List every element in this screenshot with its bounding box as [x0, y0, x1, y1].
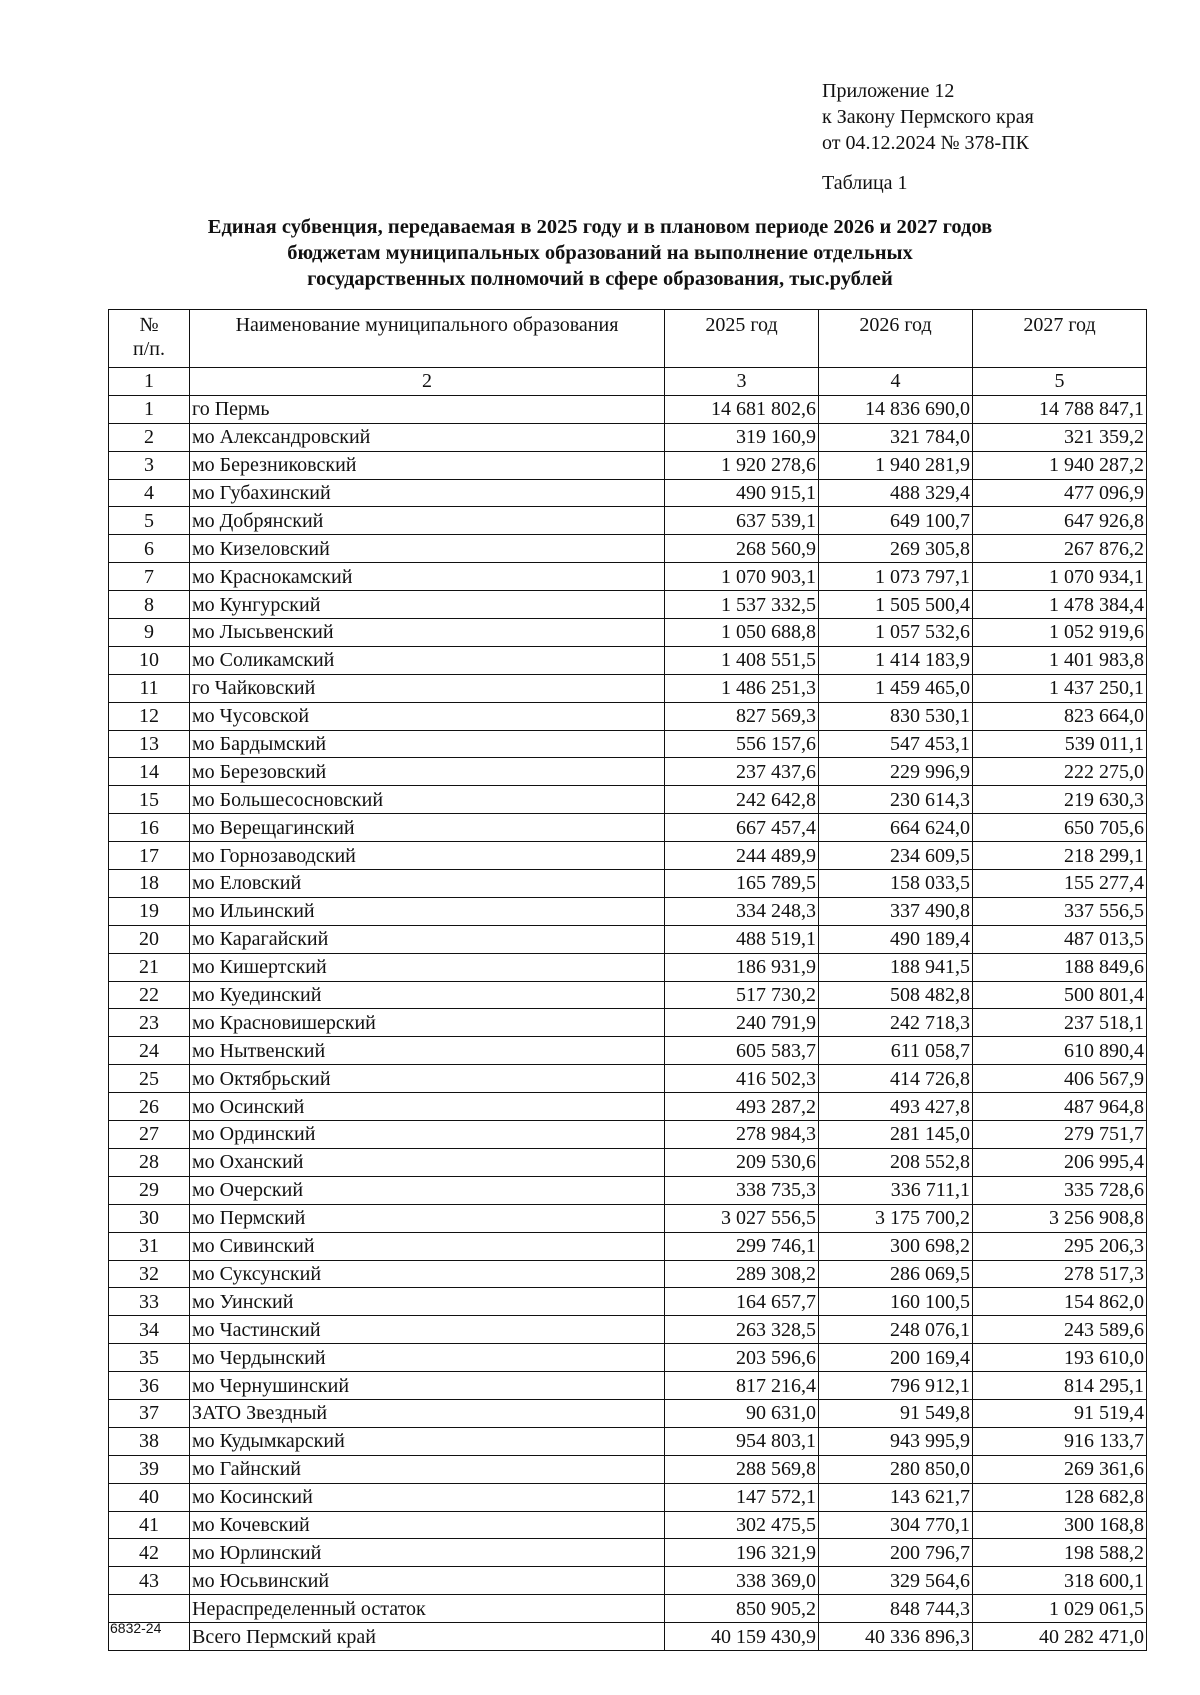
- value-2026: 286 069,5: [819, 1260, 973, 1288]
- municipality-name: мо Красновишерский: [190, 1009, 665, 1037]
- municipality-name: ЗАТО Звездный: [190, 1399, 665, 1427]
- value-2027: 91 519,4: [973, 1399, 1147, 1427]
- value-2027: 318 600,1: [973, 1567, 1147, 1595]
- header-number: № п/п.: [109, 310, 190, 368]
- table-row: [109, 1204, 1147, 1232]
- row-number: 42: [109, 1539, 190, 1567]
- table-row: [109, 1372, 1147, 1400]
- municipality-name: мо Ильинский: [190, 897, 665, 925]
- row-number: 31: [109, 1232, 190, 1260]
- municipality-name: го Чайковский: [190, 674, 665, 702]
- value-2025: 237 437,6: [665, 758, 819, 786]
- value-2027: 406 567,9: [973, 1065, 1147, 1093]
- table-row: [109, 925, 1147, 953]
- value-2026: 1 073 797,1: [819, 563, 973, 591]
- value-2027: 1 940 287,2: [973, 451, 1147, 479]
- appendix-note: [822, 78, 1034, 156]
- value-2025: 338 369,0: [665, 1567, 819, 1595]
- column-number: 1: [109, 368, 190, 396]
- municipality-name: мо Чусовской: [190, 702, 665, 730]
- value-2027: 500 801,4: [973, 981, 1147, 1009]
- title-line-2: бюджетам муниципальных образований на выполнение отдельных: [287, 242, 913, 264]
- municipality-name: Нераспределенный остаток: [190, 1595, 665, 1623]
- value-2027: 154 862,0: [973, 1288, 1147, 1316]
- municipality-name: мо Чернушинский: [190, 1372, 665, 1400]
- table-row: [109, 1344, 1147, 1372]
- row-number: [109, 1595, 190, 1623]
- table-row: [109, 1260, 1147, 1288]
- row-number: 14: [109, 758, 190, 786]
- value-2026: 664 624,0: [819, 814, 973, 842]
- value-2027: 3 256 908,8: [973, 1204, 1147, 1232]
- value-2025: 667 457,4: [665, 814, 819, 842]
- municipality-name: Всего Пермский край: [190, 1623, 665, 1651]
- value-2027: 916 133,7: [973, 1427, 1147, 1455]
- value-2026: 14 836 690,0: [819, 395, 973, 423]
- row-number: 6: [109, 535, 190, 563]
- table-row: [109, 395, 1147, 423]
- value-2027: 300 168,8: [973, 1511, 1147, 1539]
- value-2025: 1 070 903,1: [665, 563, 819, 591]
- row-number: 35: [109, 1344, 190, 1372]
- value-2025: 850 905,2: [665, 1595, 819, 1623]
- value-2027: 198 588,2: [973, 1539, 1147, 1567]
- value-2025: 289 308,2: [665, 1260, 819, 1288]
- municipality-name: мо Октябрьский: [190, 1065, 665, 1093]
- header-2027: 2027 год: [973, 310, 1147, 368]
- value-2025: 817 216,4: [665, 1372, 819, 1400]
- table-row: [109, 981, 1147, 1009]
- municipality-name: мо Лысьвенский: [190, 619, 665, 647]
- table-row: [109, 423, 1147, 451]
- row-number: 1: [109, 395, 190, 423]
- municipality-name: мо Кишертский: [190, 953, 665, 981]
- value-2026: 229 996,9: [819, 758, 973, 786]
- subvention-table: [108, 309, 1147, 1651]
- value-2026: 547 453,1: [819, 730, 973, 758]
- value-2026: 1 057 532,6: [819, 619, 973, 647]
- row-number: 18: [109, 870, 190, 898]
- municipality-name: мо Карагайский: [190, 925, 665, 953]
- row-number: 23: [109, 1009, 190, 1037]
- table-row: [109, 842, 1147, 870]
- table-row: [109, 1232, 1147, 1260]
- row-number: 36: [109, 1372, 190, 1400]
- table-row: [109, 1483, 1147, 1511]
- table-row: [109, 619, 1147, 647]
- municipality-name: мо Большесосновский: [190, 786, 665, 814]
- value-2026: 91 549,8: [819, 1399, 973, 1427]
- value-2026: 269 305,8: [819, 535, 973, 563]
- row-number: 29: [109, 1176, 190, 1204]
- municipality-name: мо Губахинский: [190, 479, 665, 507]
- value-2025: 288 569,8: [665, 1455, 819, 1483]
- table-row: [109, 1093, 1147, 1121]
- municipality-name: мо Осинский: [190, 1093, 665, 1121]
- table-row: [109, 1037, 1147, 1065]
- municipality-name: мо Оханский: [190, 1148, 665, 1176]
- municipality-name: мо Краснокамский: [190, 563, 665, 591]
- value-2025: 40 159 430,9: [665, 1623, 819, 1651]
- row-number: 33: [109, 1288, 190, 1316]
- value-2027: 477 096,9: [973, 479, 1147, 507]
- municipality-name: мо Кудымкарский: [190, 1427, 665, 1455]
- municipality-name: мо Березовский: [190, 758, 665, 786]
- municipality-name: мо Еловский: [190, 870, 665, 898]
- value-2027: 295 206,3: [973, 1232, 1147, 1260]
- value-2026: 280 850,0: [819, 1455, 973, 1483]
- table-row: [109, 1288, 1147, 1316]
- value-2025: 488 519,1: [665, 925, 819, 953]
- table-row: [109, 814, 1147, 842]
- table-row: [109, 758, 1147, 786]
- row-number: 9: [109, 619, 190, 647]
- table-header-row: [109, 310, 1147, 368]
- table-row: [109, 1065, 1147, 1093]
- column-number: 3: [665, 368, 819, 396]
- value-2027: 40 282 471,0: [973, 1623, 1147, 1651]
- value-2026: 508 482,8: [819, 981, 973, 1009]
- value-2025: 1 920 278,6: [665, 451, 819, 479]
- value-2027: 1 052 919,6: [973, 619, 1147, 647]
- title-line-1: Единая субвенция, передаваемая в 2025 году и в плановом периоде 2026 и 2027 годов: [207, 216, 993, 238]
- municipality-name: мо Уинский: [190, 1288, 665, 1316]
- table-row: [109, 563, 1147, 591]
- row-number: 2: [109, 423, 190, 451]
- value-2025: 605 583,7: [665, 1037, 819, 1065]
- municipality-name: мо Сивинский: [190, 1232, 665, 1260]
- column-number: 2: [190, 368, 665, 396]
- value-2026: 337 490,8: [819, 897, 973, 925]
- value-2025: 556 157,6: [665, 730, 819, 758]
- value-2027: 610 890,4: [973, 1037, 1147, 1065]
- table-row: [109, 870, 1147, 898]
- value-2026: 300 698,2: [819, 1232, 973, 1260]
- row-number: 21: [109, 953, 190, 981]
- table-row: [109, 1148, 1147, 1176]
- value-2025: 302 475,5: [665, 1511, 819, 1539]
- table-row: [109, 535, 1147, 563]
- row-number: 7: [109, 563, 190, 591]
- value-2025: 90 631,0: [665, 1399, 819, 1427]
- appendix-line-1: Приложение 12: [822, 80, 955, 102]
- row-number: 12: [109, 702, 190, 730]
- appendix-line-3: от 04.12.2024 № 378-ПК: [822, 132, 1030, 154]
- municipality-name: мо Верещагинский: [190, 814, 665, 842]
- value-2025: 268 560,9: [665, 535, 819, 563]
- value-2027: 321 359,2: [973, 423, 1147, 451]
- value-2026: 208 552,8: [819, 1148, 973, 1176]
- value-2027: 14 788 847,1: [973, 395, 1147, 423]
- value-2027: 1 070 934,1: [973, 563, 1147, 591]
- value-2026: 230 614,3: [819, 786, 973, 814]
- row-number: 39: [109, 1455, 190, 1483]
- value-2026: 143 621,7: [819, 1483, 973, 1511]
- municipality-name: го Пермь: [190, 395, 665, 423]
- value-2027: 335 728,6: [973, 1176, 1147, 1204]
- row-number: 28: [109, 1148, 190, 1176]
- value-2026: 943 995,9: [819, 1427, 973, 1455]
- value-2027: 193 610,0: [973, 1344, 1147, 1372]
- row-number: 3: [109, 451, 190, 479]
- value-2026: 200 796,7: [819, 1539, 973, 1567]
- municipality-name: мо Добрянский: [190, 507, 665, 535]
- row-number: 4: [109, 479, 190, 507]
- value-2027: 279 751,7: [973, 1121, 1147, 1149]
- table-row: [109, 1009, 1147, 1037]
- value-2026: 611 058,7: [819, 1037, 973, 1065]
- row-number: 22: [109, 981, 190, 1009]
- municipality-name: мо Кунгурский: [190, 591, 665, 619]
- table-label: Таблица 1: [822, 172, 908, 194]
- row-number: 38: [109, 1427, 190, 1455]
- value-2026: 3 175 700,2: [819, 1204, 973, 1232]
- value-2025: 1 050 688,8: [665, 619, 819, 647]
- value-2025: 1 408 551,5: [665, 646, 819, 674]
- value-2026: 234 609,5: [819, 842, 973, 870]
- value-2025: 3 027 556,5: [665, 1204, 819, 1232]
- table-row: [109, 507, 1147, 535]
- table-row: [109, 897, 1147, 925]
- value-2026: 490 189,4: [819, 925, 973, 953]
- value-2027: 823 664,0: [973, 702, 1147, 730]
- value-2025: 1 537 332,5: [665, 591, 819, 619]
- value-2025: 517 730,2: [665, 981, 819, 1009]
- value-2026: 830 530,1: [819, 702, 973, 730]
- row-number: 41: [109, 1511, 190, 1539]
- table-row: [109, 1176, 1147, 1204]
- value-2025: 263 328,5: [665, 1316, 819, 1344]
- value-2026: 304 770,1: [819, 1511, 973, 1539]
- value-2026: 158 033,5: [819, 870, 973, 898]
- value-2026: 336 711,1: [819, 1176, 973, 1204]
- value-2025: 493 287,2: [665, 1093, 819, 1121]
- value-2026: 329 564,6: [819, 1567, 973, 1595]
- value-2025: 334 248,3: [665, 897, 819, 925]
- value-2027: 1 437 250,1: [973, 674, 1147, 702]
- column-number: 4: [819, 368, 973, 396]
- municipality-name: мо Куединский: [190, 981, 665, 1009]
- value-2026: 1 414 183,9: [819, 646, 973, 674]
- value-2027: 218 299,1: [973, 842, 1147, 870]
- value-2025: 299 746,1: [665, 1232, 819, 1260]
- value-2027: 337 556,5: [973, 897, 1147, 925]
- value-2026: 40 336 896,3: [819, 1623, 973, 1651]
- value-2027: 128 682,8: [973, 1483, 1147, 1511]
- value-2026: 281 145,0: [819, 1121, 973, 1149]
- municipality-name: мо Гайнский: [190, 1455, 665, 1483]
- municipality-name: мо Горнозаводский: [190, 842, 665, 870]
- header-2025: 2025 год: [665, 310, 819, 368]
- value-2026: 1 505 500,4: [819, 591, 973, 619]
- value-2026: 200 169,4: [819, 1344, 973, 1372]
- row-number: 15: [109, 786, 190, 814]
- header-name: Наименование муниципального образования: [190, 310, 665, 368]
- municipality-name: мо Кочевский: [190, 1511, 665, 1539]
- municipality-name: мо Косинский: [190, 1483, 665, 1511]
- table-row: [109, 451, 1147, 479]
- row-number: 30: [109, 1204, 190, 1232]
- row-number: 32: [109, 1260, 190, 1288]
- value-2025: 165 789,5: [665, 870, 819, 898]
- value-2025: 164 657,7: [665, 1288, 819, 1316]
- document-number: 6832-24: [110, 1620, 162, 1636]
- title-line-3: государственных полномочий в сфере образования, тыс.рублей: [307, 268, 893, 290]
- value-2027: 487 964,8: [973, 1093, 1147, 1121]
- document-title: [150, 214, 1050, 292]
- value-2025: 954 803,1: [665, 1427, 819, 1455]
- value-2025: 319 160,9: [665, 423, 819, 451]
- municipality-name: мо Юрлинский: [190, 1539, 665, 1567]
- table-row: [109, 1567, 1147, 1595]
- row-number: 34: [109, 1316, 190, 1344]
- value-2026: 1 459 465,0: [819, 674, 973, 702]
- table-row: [109, 1121, 1147, 1149]
- value-2027: 206 995,4: [973, 1148, 1147, 1176]
- municipality-name: мо Частинский: [190, 1316, 665, 1344]
- row-number: 17: [109, 842, 190, 870]
- row-number: 25: [109, 1065, 190, 1093]
- value-2027: 269 361,6: [973, 1455, 1147, 1483]
- value-2027: 267 876,2: [973, 535, 1147, 563]
- value-2027: 243 589,6: [973, 1316, 1147, 1344]
- value-2026: 242 718,3: [819, 1009, 973, 1037]
- municipality-name: мо Суксунский: [190, 1260, 665, 1288]
- value-2025: 209 530,6: [665, 1148, 819, 1176]
- municipality-name: мо Нытвенский: [190, 1037, 665, 1065]
- value-2026: 321 784,0: [819, 423, 973, 451]
- table-row: [109, 702, 1147, 730]
- value-2027: 188 849,6: [973, 953, 1147, 981]
- row-number: 27: [109, 1121, 190, 1149]
- row-number: 11: [109, 674, 190, 702]
- header-2026: 2026 год: [819, 310, 973, 368]
- value-2026: 848 744,3: [819, 1595, 973, 1623]
- value-2027: 237 518,1: [973, 1009, 1147, 1037]
- value-2025: 14 681 802,6: [665, 395, 819, 423]
- value-2027: 1 478 384,4: [973, 591, 1147, 619]
- municipality-name: мо Пермский: [190, 1204, 665, 1232]
- row-number: 40: [109, 1483, 190, 1511]
- table-row: [109, 1455, 1147, 1483]
- value-2026: 796 912,1: [819, 1372, 973, 1400]
- value-2025: 416 502,3: [665, 1065, 819, 1093]
- row-number: 10: [109, 646, 190, 674]
- table-row: [109, 1427, 1147, 1455]
- value-2026: 1 940 281,9: [819, 451, 973, 479]
- column-number-row: [109, 368, 1147, 396]
- value-2026: 188 941,5: [819, 953, 973, 981]
- table-row: [109, 479, 1147, 507]
- value-2025: 240 791,9: [665, 1009, 819, 1037]
- value-2025: 637 539,1: [665, 507, 819, 535]
- table-row: [109, 646, 1147, 674]
- table-row: [109, 730, 1147, 758]
- row-number: 43: [109, 1567, 190, 1595]
- table-row: [109, 674, 1147, 702]
- value-2025: 186 931,9: [665, 953, 819, 981]
- table-row: [109, 1595, 1147, 1623]
- municipality-name: мо Березниковский: [190, 451, 665, 479]
- table-row: [109, 1623, 1147, 1651]
- table-row: [109, 1399, 1147, 1427]
- value-2025: 490 915,1: [665, 479, 819, 507]
- value-2026: 414 726,8: [819, 1065, 973, 1093]
- column-number: 5: [973, 368, 1147, 396]
- municipality-name: мо Ординский: [190, 1121, 665, 1149]
- value-2025: 203 596,6: [665, 1344, 819, 1372]
- row-number: 16: [109, 814, 190, 842]
- value-2025: 827 569,3: [665, 702, 819, 730]
- value-2025: 196 321,9: [665, 1539, 819, 1567]
- appendix-line-2: к Закону Пермского края: [822, 106, 1034, 128]
- municipality-name: мо Бардымский: [190, 730, 665, 758]
- value-2025: 338 735,3: [665, 1176, 819, 1204]
- value-2026: 248 076,1: [819, 1316, 973, 1344]
- value-2026: 160 100,5: [819, 1288, 973, 1316]
- value-2027: 650 705,6: [973, 814, 1147, 842]
- table-row: [109, 1316, 1147, 1344]
- municipality-name: мо Чердынский: [190, 1344, 665, 1372]
- value-2027: 219 630,3: [973, 786, 1147, 814]
- value-2027: 539 011,1: [973, 730, 1147, 758]
- row-number: 24: [109, 1037, 190, 1065]
- value-2027: 1 029 061,5: [973, 1595, 1147, 1623]
- value-2027: 1 401 983,8: [973, 646, 1147, 674]
- table-row: [109, 1511, 1147, 1539]
- row-number: 26: [109, 1093, 190, 1121]
- row-number: 8: [109, 591, 190, 619]
- row-number: 13: [109, 730, 190, 758]
- municipality-name: мо Юсьвинский: [190, 1567, 665, 1595]
- row-number: 37: [109, 1399, 190, 1427]
- table-row: [109, 786, 1147, 814]
- value-2025: 244 489,9: [665, 842, 819, 870]
- table-row: [109, 591, 1147, 619]
- municipality-name: мо Очерский: [190, 1176, 665, 1204]
- value-2026: 488 329,4: [819, 479, 973, 507]
- row-number: 19: [109, 897, 190, 925]
- value-2026: 493 427,8: [819, 1093, 973, 1121]
- municipality-name: мо Соликамский: [190, 646, 665, 674]
- value-2027: 487 013,5: [973, 925, 1147, 953]
- row-number: 5: [109, 507, 190, 535]
- value-2025: 1 486 251,3: [665, 674, 819, 702]
- value-2027: 278 517,3: [973, 1260, 1147, 1288]
- value-2027: 647 926,8: [973, 507, 1147, 535]
- value-2025: 147 572,1: [665, 1483, 819, 1511]
- value-2027: 155 277,4: [973, 870, 1147, 898]
- municipality-name: мо Кизеловский: [190, 535, 665, 563]
- value-2025: 278 984,3: [665, 1121, 819, 1149]
- value-2027: 814 295,1: [973, 1372, 1147, 1400]
- row-number: 20: [109, 925, 190, 953]
- value-2027: 222 275,0: [973, 758, 1147, 786]
- value-2026: 649 100,7: [819, 507, 973, 535]
- table-row: [109, 1539, 1147, 1567]
- municipality-name: мо Александровский: [190, 423, 665, 451]
- table-row: [109, 953, 1147, 981]
- value-2025: 242 642,8: [665, 786, 819, 814]
